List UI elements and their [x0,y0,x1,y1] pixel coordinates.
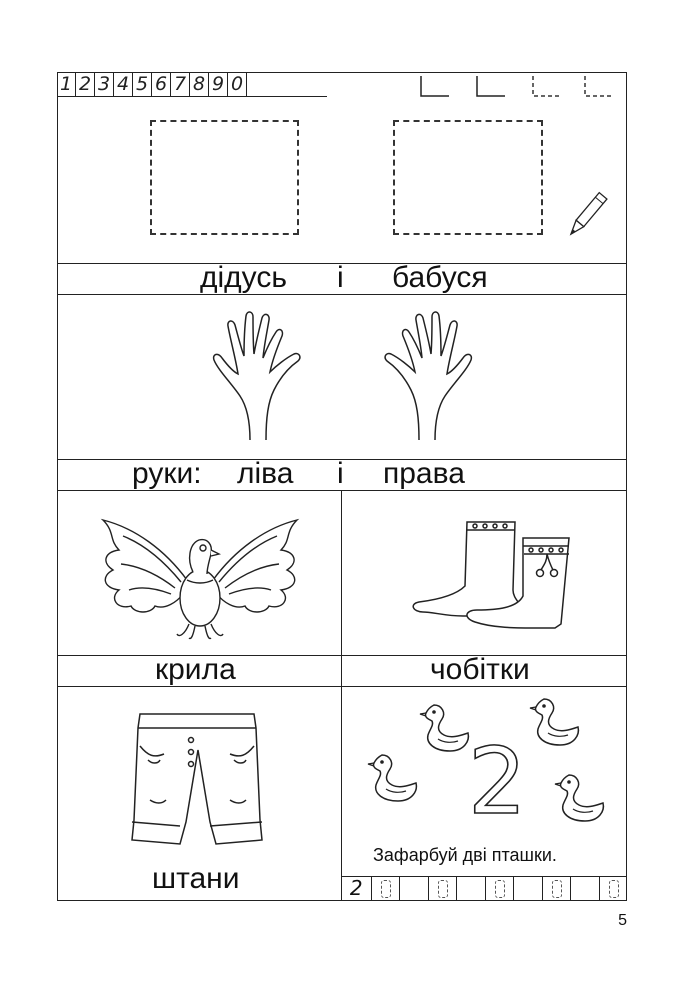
drawing-box-left[interactable] [150,120,299,235]
copy-digit-blank[interactable] [399,876,428,900]
instruction-text: Зафарбуй дві пташки. [373,845,557,865]
row-divider [57,294,627,295]
bird-wings-icon [95,510,305,645]
digit-cell: 6 [152,72,171,96]
copy-digit-blank[interactable] [570,876,599,900]
digit-cell: 9 [209,72,228,96]
pants-icon [110,710,285,860]
digit-cell: 2 [76,72,95,96]
caption-pants: штани [152,862,240,895]
digit-cell: 8 [190,72,209,96]
digit-cell: 1 [57,72,76,96]
digit-writing-strip [57,72,247,96]
caption-left: ліва [237,457,294,490]
page-number: 5 [618,912,627,929]
copy-digit-trace[interactable] [371,876,400,900]
corner-tracing-marks [415,72,627,100]
duckling-icon [420,705,468,751]
numeral-two: 2 [468,728,527,835]
copy-digit-trace[interactable] [428,876,457,900]
digit-cell: 5 [133,72,152,96]
pencil-icon [565,188,610,243]
row-divider [57,490,627,491]
ducklings-group [350,695,620,840]
copy-digit-blank[interactable] [456,876,485,900]
column-divider [341,490,342,901]
digit-cell: 7 [171,72,190,96]
copy-digit-trace[interactable] [485,876,514,900]
drawing-box-right[interactable] [393,120,543,235]
caption-wings: крила [155,653,236,686]
digit-strip-bottom-line [57,96,327,97]
digit-cell: 3 [95,72,114,96]
caption-boots: чобітки [430,653,530,686]
digit-cell: 4 [114,72,133,96]
caption-right: права [383,457,465,490]
copy-digit-strip [342,876,627,900]
row-divider [57,655,627,656]
boots-icon [405,512,575,642]
right-hand-icon [380,308,475,443]
caption-and: і [337,457,344,490]
duckling-icon [555,775,603,821]
caption-grandmother: бабуся [392,261,488,294]
caption-grandfather: дідусь [200,261,287,294]
row-divider [57,686,627,687]
copy-digit-sample: 2 [349,876,363,900]
copy-digit-trace[interactable] [599,876,628,900]
digit-cell: 0 [228,72,247,96]
duckling-icon [368,755,416,801]
copy-digit-trace[interactable] [542,876,571,900]
duckling-icon [530,699,578,745]
caption-and: і [337,261,344,294]
left-hand-icon [210,308,305,443]
copy-digit-blank[interactable] [513,876,542,900]
caption-hands: руки: [132,457,202,490]
